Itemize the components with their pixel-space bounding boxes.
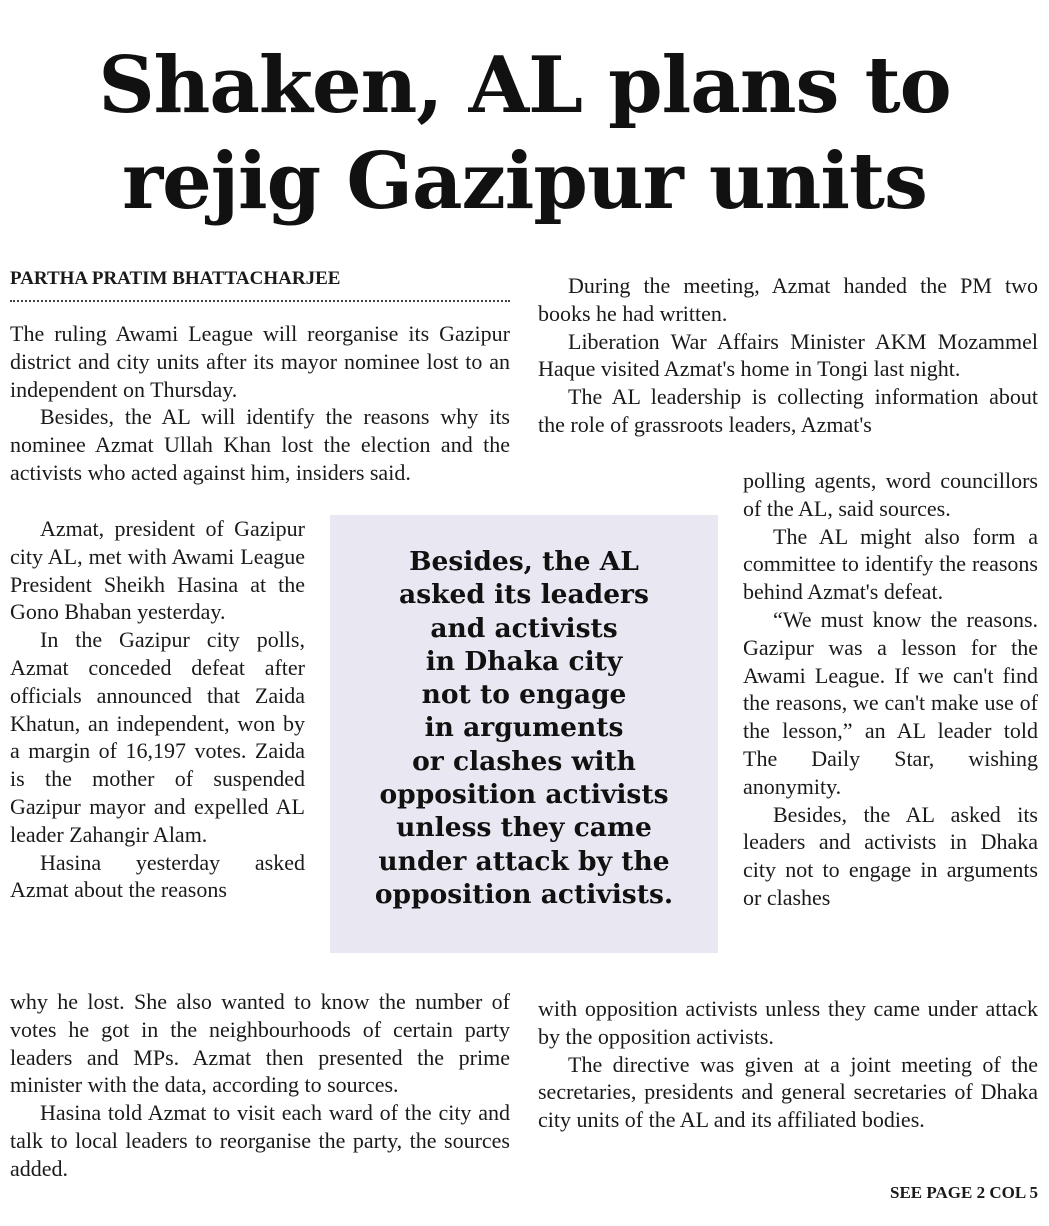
column-2-top (538, 272, 1038, 439)
pull-quote-line: opposition activists. (374, 878, 674, 910)
pull-quote-line: or clashes with (412, 745, 636, 777)
body-paragraph: Azmat, president of Gazipur city AL, met with Awami League President Sheikh Hasina at the Gono Bhaban yesterday. (10, 516, 305, 625)
column-1-narrow (10, 515, 305, 904)
body-paragraph: In the Gazipur city polls, Azmat conceded defeat after officials announced that Zaida Khatun, an independent, won by a margin of 16,197 votes. Zaida is the mother of suspended Gazipur mayor and expelled AL leader Zahangir Alam. (10, 627, 305, 847)
body-paragraph: Liberation War Affairs Minister AKM Mozammel Haque visited Azmat's home in Tongi last night. (538, 328, 1038, 382)
headline-line-2: rejig Gazipur units (122, 136, 927, 227)
pull-quote (330, 545, 718, 911)
pull-quote-box (330, 515, 718, 953)
body-paragraph: Hasina told Azmat to visit each ward of the city and talk to local leaders to reorganise the party, the sources added. (10, 1100, 510, 1181)
body-paragraph: “We must know the reasons. Gazipur was a lesson for the Awami League. If we can't find the reasons, we can't make use of the lesson,” an AL leader told The Daily Star, wishing anonymity. (743, 606, 1038, 799)
headline (0, 38, 1049, 230)
body-paragraph: The ruling Awami League will reorganise its Gazipur district and city units after its mayor nominee lost to an independent on Thursday. (10, 321, 510, 402)
body-paragraph: The AL leadership is collecting information about the role of grassroots leaders, Azmat's (538, 384, 1038, 437)
pull-quote-line: and activists (430, 612, 618, 644)
body-paragraph: During the meeting, Azmat handed the PM two books he had written. (538, 273, 1038, 326)
body-paragraph: Besides, the AL will identify the reasons why its nominee Azmat Ullah Khan lost the election and the activists who acted against him, insiders said. (10, 404, 510, 485)
body-paragraph: why he lost. She also wanted to know the number of votes he got in the neighbourhoods of certain party leaders and MPs. Azmat then presented the prime minister with the data, according to sources. (10, 989, 510, 1098)
pull-quote-line: in Dhaka city (425, 645, 623, 677)
body-paragraph: Besides, the AL asked its leaders and activists in Dhaka city not to engage in arguments or clashes (743, 801, 1038, 910)
body-paragraph: The directive was given at a joint meeting of the secretaries, presidents and general secretaries of Dhaka city units of the AL and its affiliated bodies. (538, 1051, 1038, 1133)
pull-quote-line: Besides, the AL (409, 546, 639, 577)
column-2-bottom (538, 995, 1038, 1134)
body-paragraph: Hasina yesterday asked Azmat about the reasons (10, 849, 305, 903)
column-1-top (10, 320, 510, 487)
continuation-jump-line: SEE PAGE 2 COL 5 (890, 1183, 1038, 1202)
column-1-bottom (10, 988, 510, 1183)
body-paragraph: polling agents, word councillors of the AL, said sources. (743, 468, 1038, 521)
pull-quote-line: not to engage (421, 679, 627, 711)
body-paragraph: with opposition activists unless they came under attack by the opposition activists. (538, 996, 1038, 1049)
pull-quote-line: opposition activists (379, 779, 669, 811)
body-paragraph: The AL might also form a committee to identify the reasons behind Azmat's defeat. (743, 523, 1038, 605)
pull-quote-line: asked its leaders (399, 579, 649, 611)
byline-divider (10, 300, 510, 302)
pull-quote-line: in arguments (424, 712, 624, 744)
pull-quote-line: unless they came (396, 812, 652, 844)
byline: PARTHA PRATIM BHATTACHARJEE (10, 268, 341, 289)
pull-quote-line: under attack by the (378, 845, 670, 877)
column-2-narrow (743, 467, 1038, 912)
headline-line-1: Shaken, AL plans to (98, 40, 951, 131)
